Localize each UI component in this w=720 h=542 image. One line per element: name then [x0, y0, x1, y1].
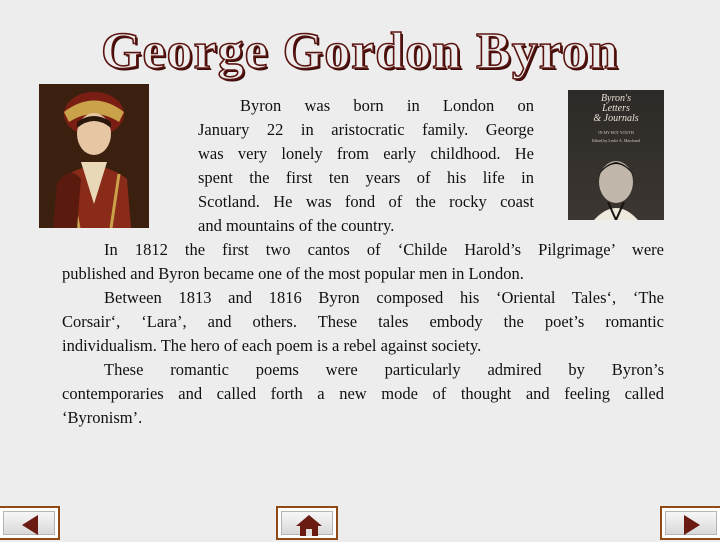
intro-paragraph [198, 94, 534, 238]
next-slide-button[interactable] [660, 506, 720, 540]
text-line: individualism. The hero of each poem is a rebel against society. [62, 336, 482, 355]
book-subtitle: IN MY HOT YOUTH [598, 130, 634, 135]
book-title-line: Byron's [600, 93, 632, 104]
text-line: In 1812 the first two cantos of ‘Childe Harold’s Pilgrimage’ were [104, 240, 664, 259]
text-line: These romantic poems were particularly admired by Byron’s [104, 360, 664, 379]
byron-portrait-image [39, 84, 149, 228]
book-editor: Edited by Leslie A. Marchand [591, 138, 641, 143]
house-icon [278, 508, 340, 542]
prev-slide-button[interactable] [0, 506, 60, 540]
triangle-right-icon [662, 508, 720, 542]
slide-title: George Gordon Byron [101, 23, 619, 80]
text-line: was very lonely from early childhood. He [198, 144, 534, 163]
book-portrait-sketch [568, 90, 664, 220]
portrait-illustration [39, 84, 149, 228]
text-line: Scotland. He was fond of the rocky coast [198, 192, 534, 211]
text-line: Byron was born in London on [240, 96, 534, 115]
book-title-line: & Journals [593, 113, 639, 124]
text-line: ‘Byronism’. [62, 408, 143, 427]
text-line: January 22 in aristocratic family. George [198, 120, 534, 139]
text-line: contemporaries and called forth a new mode of thought and feeling called [62, 384, 664, 403]
main-paragraphs [62, 238, 664, 430]
text-line: and mountains of the country. [198, 216, 395, 235]
text-line: Between 1813 and 1816 Byron composed his ‘Oriental Tales‘, ‘The [104, 288, 664, 307]
text-line: Corsair‘, ‘Lara’, and others. These tales embody the poet’s romantic [62, 312, 664, 331]
book-title-line: Letters [602, 103, 630, 114]
text-line: spent the first ten years of his life in [198, 168, 534, 187]
triangle-left-icon [0, 508, 62, 542]
home-button[interactable] [276, 506, 338, 540]
text-line: published and Byron became one of the most popular men in London. [62, 264, 524, 283]
book-cover-image [568, 90, 664, 220]
